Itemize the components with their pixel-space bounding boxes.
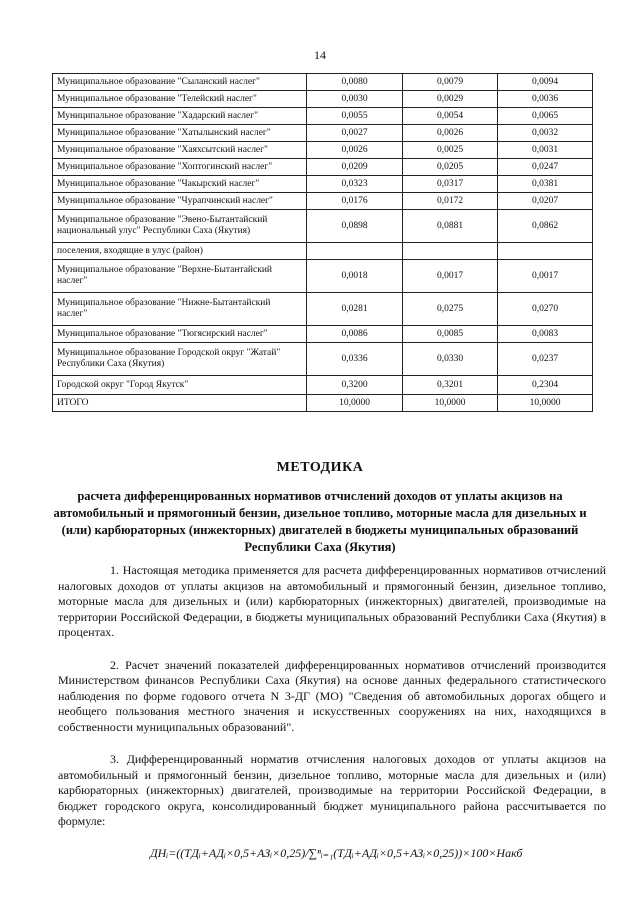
row-value-2: 0,0275	[403, 293, 498, 326]
row-value-1: 0,0055	[307, 108, 403, 125]
row-value-2: 0,3201	[403, 376, 498, 395]
row-value-2	[403, 243, 498, 260]
table-row	[53, 210, 593, 243]
row-value-1: 0,0281	[307, 293, 403, 326]
row-name: Муниципальное образование "Эвено-Бытантайский национальный улус" Республики Саха (Якутия)	[53, 210, 307, 243]
methodology-header	[0, 460, 640, 556]
table-row	[53, 91, 593, 108]
row-name: Муниципальное образование "Телейский наслег"	[53, 91, 307, 108]
formula: ДНᵢ=((ТДᵢ+АДᵢ×0,5+АЗᵢ×0,25)/∑ⁿᵢ₌₁(ТДᵢ+АДᵢ×0,5+АЗᵢ×0,25))×100×Hакб	[150, 846, 523, 860]
table-row	[53, 74, 593, 91]
row-name: ИТОГО	[53, 395, 307, 412]
table-row	[53, 125, 593, 142]
row-value-3: 10,0000	[498, 395, 593, 412]
table-row	[53, 326, 593, 343]
table-row	[53, 293, 593, 326]
table-row	[53, 159, 593, 176]
row-value-1: 0,0086	[307, 326, 403, 343]
row-name: Муниципальное образование Городской округ "Жатай" Республики Саха (Якутия)	[53, 343, 307, 376]
row-value-2: 0,0017	[403, 260, 498, 293]
row-name: поселения, входящие в улус (район)	[53, 243, 307, 260]
row-value-1: 0,0176	[307, 193, 403, 210]
row-name: Муниципальное образование "Нижне-Бытантайский наслег"	[53, 293, 307, 326]
row-value-2: 0,0079	[403, 74, 498, 91]
row-value-2: 10,0000	[403, 395, 498, 412]
row-value-2: 0,0029	[403, 91, 498, 108]
table-row	[53, 376, 593, 395]
row-value-2: 0,0026	[403, 125, 498, 142]
row-value-3: 0,0083	[498, 326, 593, 343]
row-value-2: 0,0881	[403, 210, 498, 243]
row-value-2: 0,0025	[403, 142, 498, 159]
table-row	[53, 243, 593, 260]
table-row	[53, 176, 593, 193]
row-value-3: 0,0862	[498, 210, 593, 243]
row-value-2: 0,0085	[403, 326, 498, 343]
row-value-2: 0,0317	[403, 176, 498, 193]
row-name: Муниципальное образование "Верхне-Бытантайский наслег"	[53, 260, 307, 293]
row-value-3: 0,2304	[498, 376, 593, 395]
row-value-1: 0,0027	[307, 125, 403, 142]
table-row	[53, 260, 593, 293]
row-value-3: 0,0036	[498, 91, 593, 108]
row-value-1: 0,0209	[307, 159, 403, 176]
row-name: Муниципальное образование "Чурапчинский наслег"	[53, 193, 307, 210]
row-name: Муниципальное образование "Тюгясирский наслег"	[53, 326, 307, 343]
row-name: Муниципальное образование "Сыланский наслег"	[53, 74, 307, 91]
row-value-3: 0,0237	[498, 343, 593, 376]
row-value-3: 0,0207	[498, 193, 593, 210]
row-name: Муниципальное образование "Хадарский наслег"	[53, 108, 307, 125]
table-row	[53, 193, 593, 210]
row-name: Муниципальное образование "Хаяхсытский наслег"	[53, 142, 307, 159]
row-value-3	[498, 243, 593, 260]
row-value-1: 0,0080	[307, 74, 403, 91]
row-value-3: 0,0094	[498, 74, 593, 91]
paragraph-2: 2. Расчет значений показателей дифференцированных нормативов отчислений производится Министерством финансов Республики Саха (Якутия) на основе данных федерального статистического наблюдения по форме годового отчета N 3-ДГ (МО) "Сведения об автомобильных дорогах общего и необщего пользования местного значения и искусственных сооружениях на них, находящихся в собственности муниципальных образований".	[58, 657, 606, 734]
row-name: Муниципальное образование "Хоптогинский наслег"	[53, 159, 307, 176]
row-name: Муниципальное образование "Чакырский наслег"	[53, 176, 307, 193]
row-value-1: 0,0026	[307, 142, 403, 159]
row-value-3: 0,0247	[498, 159, 593, 176]
table-total-row	[53, 395, 593, 412]
row-value-1: 0,0018	[307, 260, 403, 293]
row-value-2: 0,0330	[403, 343, 498, 376]
methodology-subtitle: расчета дифференцированных нормативов отчислений доходов от уплаты акцизов на автомобильный и прямогонный бензин, дизельное топливо, моторные масла для дизельных и (или) карбюраторных (инжекторных) двигателей в бюджеты муниципальных образований Республики Саха (Якутия)	[53, 489, 587, 554]
paragraph-1: 1. Настоящая методика применяется для расчета дифференцированных нормативов отчислений налоговых доходов от уплаты акцизов на автомобильный и прямогонный бензин, дизельное топливо, моторные масла для дизельных и (или) карбюраторных (инжекторных) двигателей, производимые на территории Российской Федерации, в бюджеты муниципальных образований Республики Саха (Якутия) в процентах.	[58, 563, 606, 639]
page-number: 14	[314, 48, 326, 62]
row-value-3: 0,0270	[498, 293, 593, 326]
row-value-3: 0,0031	[498, 142, 593, 159]
row-value-1: 0,0898	[307, 210, 403, 243]
allocation-table	[52, 73, 593, 412]
table-row	[53, 343, 593, 376]
row-name: Муниципальное образование "Хатылынский наслег"	[53, 125, 307, 142]
row-value-1: 0,0336	[307, 343, 403, 376]
row-value-1: 0,0030	[307, 91, 403, 108]
row-value-2: 0,0205	[403, 159, 498, 176]
row-value-1: 0,0323	[307, 176, 403, 193]
methodology-body	[58, 563, 606, 847]
row-value-1	[307, 243, 403, 260]
methodology-title: МЕТОДИКА	[276, 460, 364, 475]
paragraph-3: 3. Дифференцированный норматив отчисления налоговых доходов от уплаты акцизов на автомобильный и прямогонный бензин, дизельное топливо, моторные масла для дизельных и (или) карбюраторных (инжекторных) двигателей, производимые на территории Российской Федерации, в бюджет городского округа, консолидированный бюджет муниципального района рассчитывается по формуле:	[58, 752, 606, 828]
allocation-table-container	[52, 73, 592, 412]
row-value-2: 0,0054	[403, 108, 498, 125]
table-row	[53, 142, 593, 159]
row-name: Городской округ "Город Якутск"	[53, 376, 307, 395]
row-value-3: 0,0032	[498, 125, 593, 142]
row-value-1: 10,0000	[307, 395, 403, 412]
row-value-2: 0,0172	[403, 193, 498, 210]
row-value-3: 0,0381	[498, 176, 593, 193]
row-value-1: 0,3200	[307, 376, 403, 395]
row-value-3: 0,0065	[498, 108, 593, 125]
table-row	[53, 108, 593, 125]
row-value-3: 0,0017	[498, 260, 593, 293]
